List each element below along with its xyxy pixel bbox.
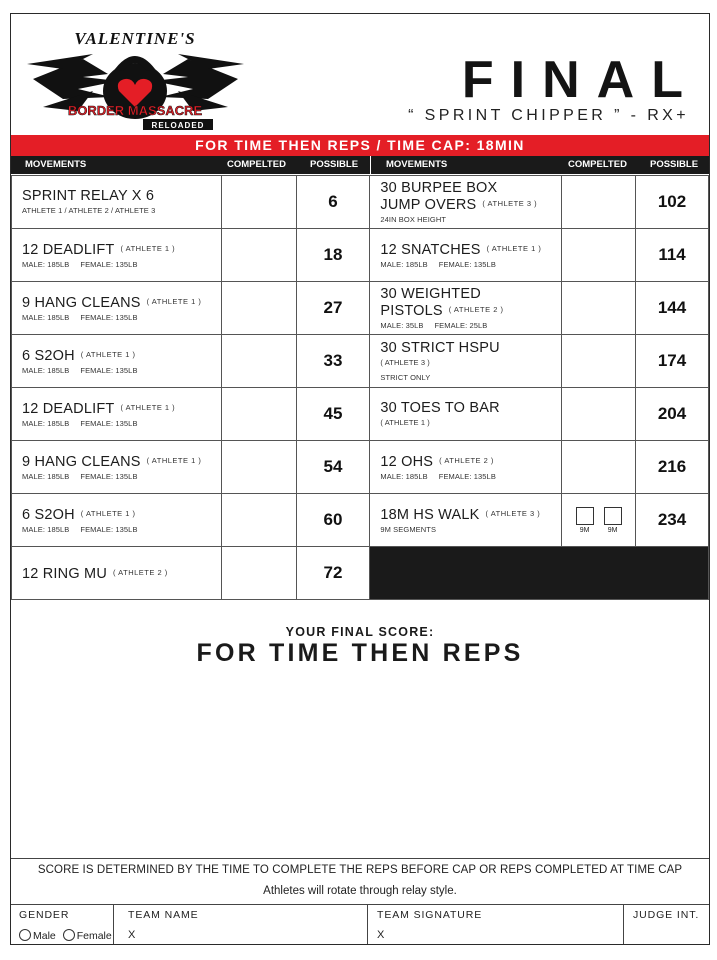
movement-athlete: ( ATHLETE 1 ) xyxy=(120,244,176,253)
movement-cell xyxy=(370,282,562,335)
possible-cell: 45 xyxy=(296,388,370,441)
possible-cell: 72 xyxy=(296,547,370,600)
table-row xyxy=(12,388,709,441)
possible-cell: 18 xyxy=(296,229,370,282)
possible-cell: 33 xyxy=(296,335,370,388)
movement-athlete: ( ATHLETE 1 ) xyxy=(380,418,430,427)
header-movements: MOVEMENTS xyxy=(25,159,87,170)
footer-divider xyxy=(113,904,114,944)
completed-cell[interactable] xyxy=(562,229,636,282)
possible-cell: 102 xyxy=(636,176,709,229)
movement-name: 12 DEADLIFT $^{( ATHLETE 1 )}$ xyxy=(22,401,176,417)
movement-cell xyxy=(370,229,562,282)
movement-cell xyxy=(12,441,222,494)
movement-athlete: ( ATHLETE 2 ) xyxy=(448,304,504,314)
header-possible: POSSIBLE xyxy=(650,159,699,170)
right-column-header xyxy=(371,156,709,174)
movement-athlete: ( ATHLETE 3 ) xyxy=(380,357,430,367)
completed-cell[interactable] xyxy=(221,494,296,547)
segment-checkbox[interactable] xyxy=(604,507,622,525)
movement-name-line2: JUMP OVERS $^{( ATHLETE 3 )}$ xyxy=(380,196,538,213)
gender-label: GENDER xyxy=(19,909,70,921)
possible-cell: 6 xyxy=(296,176,370,229)
movement-detail: ATHLETE 1 / ATHLETE 2 / ATHLETE 3 xyxy=(22,206,156,215)
movement-athlete: ( ATHLETE 1 ) xyxy=(80,350,136,359)
movement-table xyxy=(11,175,709,600)
blank-black-cell xyxy=(370,547,709,600)
team-signature-field[interactable]: X xyxy=(377,929,385,941)
header-completed: COMPELTED xyxy=(568,159,627,170)
movement-name: SPRINT RELAY X 6 xyxy=(22,188,155,204)
movement-cell xyxy=(12,388,222,441)
movement-cell xyxy=(12,335,222,388)
possible-cell: 60 xyxy=(296,494,370,547)
logo-title-text: VALENTINE'S xyxy=(74,29,196,48)
possible-cell: 204 xyxy=(636,388,709,441)
movement-name: 6 S2OH $^{( ATHLETE 1 )}$ xyxy=(22,348,136,364)
completed-cell[interactable] xyxy=(221,388,296,441)
possible-cell: 27 xyxy=(296,282,370,335)
possible-cell: 144 xyxy=(636,282,709,335)
movement-cell xyxy=(12,494,222,547)
scorecard xyxy=(10,13,710,945)
movement-athlete: ( ATHLETE 2 ) xyxy=(439,456,494,465)
completed-cell[interactable] xyxy=(221,282,296,335)
movement-name: 12 RING MU $^{( ATHLETE 2 )}$ xyxy=(22,565,168,582)
movement-detail: STRICT ONLY xyxy=(380,372,431,382)
completed-cell[interactable] xyxy=(562,388,636,441)
completed-cell[interactable] xyxy=(562,282,636,335)
event-logo xyxy=(23,19,248,137)
gender-options xyxy=(19,929,112,942)
left-column-header xyxy=(11,156,370,174)
final-score-value: FOR TIME THEN REPS xyxy=(196,639,524,667)
movement-name: 9 HANG CLEANS $^{( ATHLETE 1 )}$ xyxy=(22,295,202,311)
movement-athlete: ( ATHLETE 1 ) xyxy=(486,244,542,253)
team-name-label: TEAM NAME xyxy=(128,909,199,921)
movement-name: 12 DEADLIFT $^{( ATHLETE 1 )}$ xyxy=(22,242,176,258)
final-score-label: YOUR FINAL SCORE: xyxy=(285,625,435,639)
movement-cell xyxy=(12,547,222,600)
logo-mid-text: BORDER MASSACRE xyxy=(67,103,203,118)
divider xyxy=(11,904,709,905)
movement-athlete: ( ATHLETE 1 ) xyxy=(146,456,202,465)
movement-athlete: ( ATHLETE 3 ) xyxy=(482,198,538,208)
possible-cell: 114 xyxy=(636,229,709,282)
scoring-note: SCORE IS DETERMINED BY THE TIME TO COMPLETE THE REPS BEFORE CAP OR REPS COMPLETED AT TIME CAP xyxy=(37,864,683,876)
completed-cell[interactable] xyxy=(221,547,296,600)
movement-cell xyxy=(370,494,562,547)
movement-cell xyxy=(12,176,222,229)
movement-detail: MALE: 35LB FEMALE: 25LB xyxy=(380,320,488,330)
team-signature-label: TEAM SIGNATURE xyxy=(377,909,483,921)
movement-detail: MALE: 185LB FEMALE: 135LB xyxy=(22,525,138,534)
movement-cell xyxy=(370,176,562,229)
movement-athlete: ( ATHLETE 2 ) xyxy=(113,567,168,577)
header-completed: COMPELTED xyxy=(227,159,286,170)
movement-detail: 24IN BOX HEIGHT xyxy=(380,214,447,224)
female-radio[interactable] xyxy=(63,929,75,941)
movement-name: 30 STRICT HSPU xyxy=(380,339,500,356)
movement-name-line2: PISTOLS $^{( ATHLETE 2 )}$ xyxy=(380,302,504,319)
movement-name: 30 WEIGHTED xyxy=(380,285,481,302)
movement-cell xyxy=(370,388,562,441)
segment-checkbox[interactable] xyxy=(576,507,594,525)
movement-name: 30 BURPEE BOX xyxy=(380,179,498,196)
table-row xyxy=(12,176,709,229)
segment-label: 9M xyxy=(579,526,590,534)
movement-athlete: ( ATHLETE 3 ) xyxy=(485,509,541,518)
movement-athlete: ( ATHLETE 1 ) xyxy=(146,297,202,306)
table-row xyxy=(12,282,709,335)
format-banner: FOR TIME THEN REPS / TIME CAP: 18MIN xyxy=(11,135,709,156)
completed-cell[interactable] xyxy=(221,335,296,388)
movement-detail: MALE: 185LB FEMALE: 135LB xyxy=(22,472,138,481)
movement-name: 12 SNATCHES $^{( ATHLETE 1 )}$ xyxy=(380,242,542,258)
movement-detail: 9M SEGMENTS xyxy=(380,525,437,534)
judge-initials-label: JUDGE INT. xyxy=(633,909,700,921)
relay-note: Athletes will rotate through relay style. xyxy=(263,885,457,897)
completed-cell xyxy=(562,494,636,547)
movement-cell xyxy=(370,335,562,388)
footer-divider xyxy=(367,904,368,944)
movement-cell xyxy=(12,282,222,335)
movement-detail: MALE: 185LB FEMALE: 135LB xyxy=(22,313,138,322)
table-row xyxy=(12,547,709,600)
completed-cell[interactable] xyxy=(221,229,296,282)
completed-cell[interactable] xyxy=(562,176,636,229)
table-row xyxy=(12,229,709,282)
movement-athlete: ( ATHLETE 1 ) xyxy=(80,509,136,518)
page-title: FINAL xyxy=(461,51,700,109)
completed-cell[interactable] xyxy=(562,441,636,494)
table-row xyxy=(12,494,709,547)
movement-name: 18M HS WALK $^{( ATHLETE 3 )}$ xyxy=(380,507,541,523)
divider xyxy=(11,858,709,859)
possible-cell: 216 xyxy=(636,441,709,494)
table-row xyxy=(12,335,709,388)
completed-cell[interactable] xyxy=(221,441,296,494)
completed-cell[interactable] xyxy=(221,176,296,229)
movement-detail: MALE: 185LB FEMALE: 135LB xyxy=(380,260,496,269)
movement-detail: MALE: 185LB FEMALE: 135LB xyxy=(22,366,138,375)
team-name-field[interactable]: X xyxy=(128,929,136,941)
male-label: Male xyxy=(33,930,56,942)
male-radio[interactable] xyxy=(19,929,31,941)
segment-label: 9M xyxy=(607,526,618,534)
possible-cell: 174 xyxy=(636,335,709,388)
header-movements: MOVEMENTS xyxy=(386,159,448,170)
movement-name: 6 S2OH $^{( ATHLETE 1 )}$ xyxy=(22,507,136,523)
footer-divider xyxy=(623,904,624,944)
movement-detail: MALE: 185LB FEMALE: 135LB xyxy=(22,260,138,269)
movement-name: 12 OHS $^{( ATHLETE 2 )}$ xyxy=(380,454,494,470)
header-possible: POSSIBLE xyxy=(310,159,359,170)
movement-cell xyxy=(370,441,562,494)
table-row xyxy=(12,441,709,494)
movement-cell xyxy=(12,229,222,282)
movement-detail: MALE: 185LB FEMALE: 135LB xyxy=(22,419,138,428)
female-label: Female xyxy=(76,930,112,942)
logo-sub-text: RELOADED xyxy=(151,121,205,130)
movement-name: 30 TOES TO BAR xyxy=(380,400,500,416)
possible-cell: 234 xyxy=(636,494,709,547)
completed-cell[interactable] xyxy=(562,335,636,388)
workout-subtitle: “ SPRINT CHIPPER ” - RX+ xyxy=(408,107,689,124)
possible-cell: 54 xyxy=(296,441,370,494)
movement-name: 9 HANG CLEANS $^{( ATHLETE 1 )}$ xyxy=(22,454,202,470)
movement-athlete: ( ATHLETE 1 ) xyxy=(120,403,176,412)
movement-detail: MALE: 185LB FEMALE: 135LB xyxy=(380,472,496,481)
